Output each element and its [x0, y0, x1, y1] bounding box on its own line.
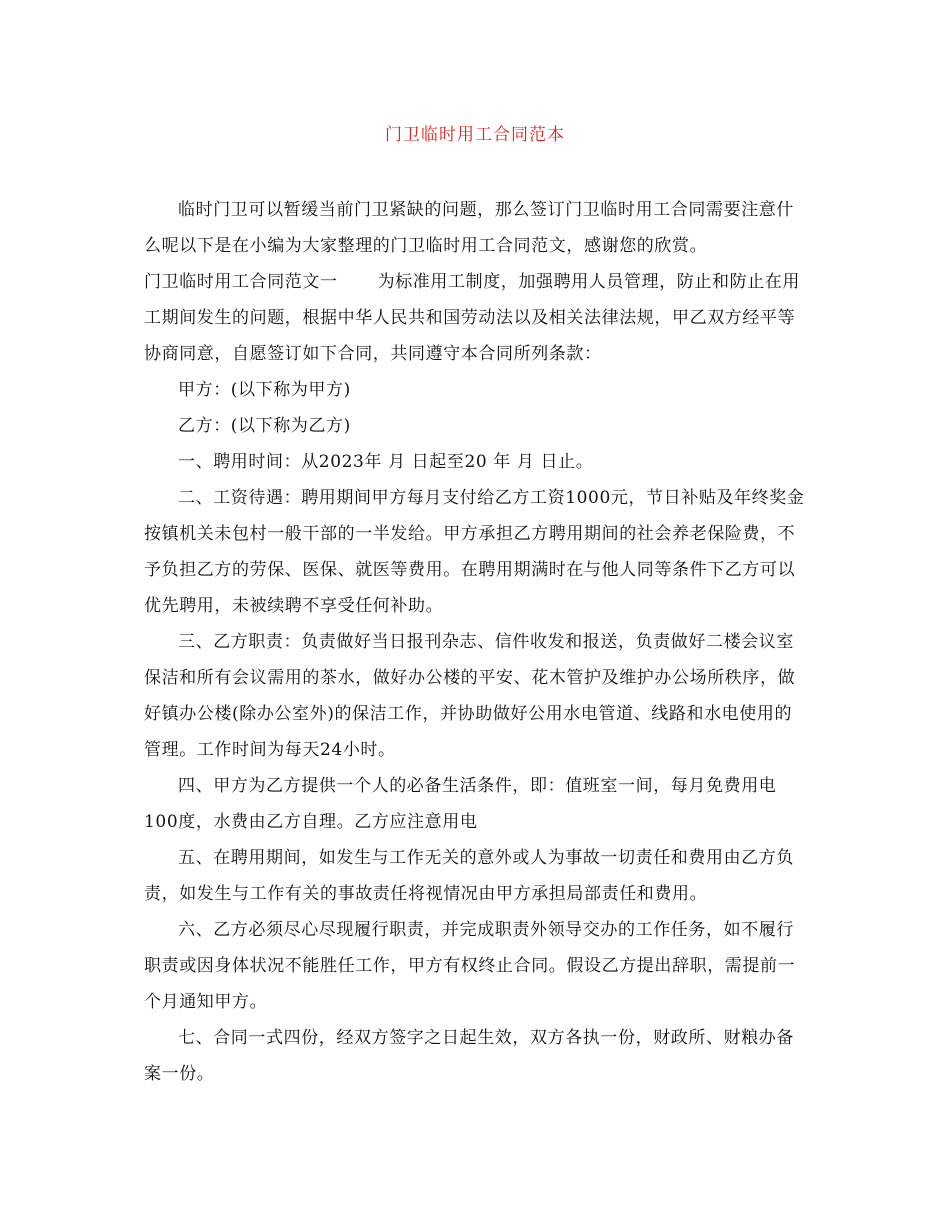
party-a-line: 甲方：(以下称为甲方)	[178, 380, 351, 400]
clause-4: 四、甲方为乙方提供一个人的必备生活条件，即：值班室一间，每月免费用电100度，水费由乙方自理。乙方应注意用电	[144, 776, 777, 832]
clause-3: 三、乙方职责：负责做好当日报刊杂志、信件收发和报送，负责做好二楼会议室保洁和所有会议需用的茶水，做好办公楼的平安、花木管护及维护办公场所秩序，做好镇办公楼(除办公室外)的保洁工作，并协助做好公用水电管道、线路和水电使用的管理。工作时间为每天24小时。	[144, 632, 796, 760]
clause-2: 二、工资待遇：聘用期间甲方每月支付给乙方工资1000元，节日补贴及年终奖金按镇机关未包村一般干部的一半发给。甲方承担乙方聘用期间的社会养老保险费，不予负担乙方的劳保、医保、就医等费用。在聘用期满时在与他人同等条件下乙方可以优先聘用，未被续聘不享受任何补助。	[144, 488, 805, 616]
clause-5: 五、在聘用期间，如发生与工作无关的意外或人为事故一切责任和费用由乙方负责，如发生与工作有关的事故责任将视情况由甲方承担局部责任和费用。	[144, 848, 794, 904]
section-paragraph	[144, 264, 806, 372]
document-title: 门卫临时用工合同范本	[385, 125, 565, 145]
preamble-text: 为标准用工制度，加强聘用人员管理，防止和防止在用工期间发生的问题，根据中华人民共和国劳动法以及相关法律法规，甲乙双方经平等协商同意，自愿签订如下合同，共同遵守本合同所列条款：	[144, 272, 801, 364]
clause-6: 六、乙方必须尽心尽现履行职责，并完成职责外领导交办的工作任务，如不履行职责或因身体状况不能胜任工作，甲方有权终止合同。假设乙方提出辞职，需提前一个月通知甲方。	[144, 920, 796, 1012]
clause-1: 一、聘用时间：从2023年 月 日起至20 年 月 日止。	[178, 452, 594, 472]
section-heading: 门卫临时用工合同范文一	[144, 272, 338, 292]
intro-paragraph: 临时门卫可以暂缓当前门卫紧缺的问题，那么签订门卫临时用工合同需要注意什么呢以下是在小编为大家整理的门卫临时用工合同范文，感谢您的欣赏。	[144, 200, 794, 256]
clause-7: 七、合同一式四份，经双方签字之日起生效，双方各执一份，财政所、财粮办备案一份。	[144, 1028, 794, 1084]
document-body	[144, 192, 806, 1092]
party-b-line: 乙方：(以下称为乙方)	[178, 416, 351, 436]
